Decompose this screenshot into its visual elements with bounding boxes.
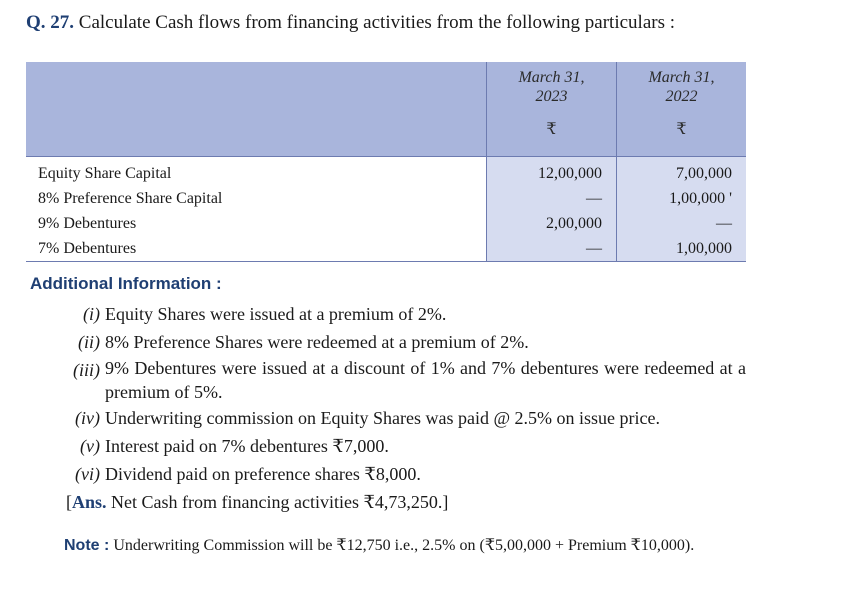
table-row — [26, 157, 746, 187]
financial-particulars-table — [26, 62, 746, 262]
item-number: (ii) — [78, 332, 100, 352]
row-value-2023: 12,00,000 — [487, 157, 617, 187]
list-item — [66, 300, 746, 328]
item-number: (vi) — [75, 464, 100, 484]
question-text — [26, 10, 746, 35]
additional-info-heading: Additional Information : — [30, 274, 222, 293]
header-2023-unit: ₹ — [546, 121, 557, 138]
item-number: (iv) — [75, 408, 100, 428]
answer-label: Ans. — [72, 492, 107, 512]
additional-info-list — [66, 300, 746, 516]
row-value-2022: 7,00,000 — [617, 157, 747, 187]
item-number: (i) — [83, 304, 100, 324]
header-2022-unit: ₹ — [676, 121, 687, 138]
row-value-2022: 1,00,000 ' — [617, 186, 747, 211]
header-2023-year: 2023 — [535, 88, 568, 105]
item-text: Underwriting commission on Equity Shares was paid @ 2.5% on issue price. — [105, 408, 660, 428]
list-item — [66, 328, 746, 356]
item-text: Dividend paid on preference shares ₹8,000. — [105, 464, 421, 484]
list-item — [66, 404, 746, 432]
list-item — [66, 460, 746, 488]
row-value-2023: — — [487, 186, 617, 211]
table-row — [26, 236, 746, 262]
table-row — [26, 186, 746, 211]
header-march-2023 — [487, 62, 617, 157]
item-text: 8% Preference Shares were redeemed at a premium of 2%. — [105, 332, 529, 352]
row-value-2023: — — [487, 236, 617, 262]
row-label: 9% Debentures — [26, 211, 487, 236]
item-text: Equity Shares were issued at a premium of 2%. — [105, 304, 447, 324]
answer-text: Net Cash from financing activities ₹4,73,250. — [111, 492, 443, 512]
header-march-2022 — [617, 62, 747, 157]
table-row — [26, 211, 746, 236]
question-number: Q. 27. — [26, 12, 75, 33]
row-label: 8% Preference Share Capital — [26, 186, 487, 211]
answer-line: [Ans. Net Cash from financing activities ₹4,73,250.] — [66, 492, 449, 512]
note-text: Underwriting Commission will be ₹12,750 i.e., 2.5% on (₹5,00,000 + Premium ₹10,000). — [113, 537, 695, 554]
header-2023-date: March 31, — [518, 69, 585, 86]
item-number: (v) — [80, 436, 100, 456]
header-2022-date: March 31, — [648, 69, 715, 86]
note-label: Note : — [64, 537, 110, 554]
list-item — [66, 356, 746, 404]
row-value-2022: — — [617, 211, 747, 236]
row-label: 7% Debentures — [26, 236, 487, 262]
note-paragraph — [30, 533, 746, 559]
question-body: Calculate Cash flows from financing activities from the following particulars : — [78, 12, 676, 33]
item-text: 9% Debentures were issued at a discount of 1% and 7% debentures were redeemed at a premium of 5%. — [105, 358, 746, 402]
list-item — [66, 432, 746, 460]
row-value-2023: 2,00,000 — [487, 211, 617, 236]
row-value-2022: 1,00,000 — [617, 236, 747, 262]
header-blank-cell — [26, 62, 487, 157]
header-2022-year: 2022 — [665, 88, 698, 105]
item-number: (iii) — [73, 360, 100, 380]
row-label: Equity Share Capital — [26, 157, 487, 187]
item-text: Interest paid on 7% debentures ₹7,000. — [105, 436, 389, 456]
table-header-row — [26, 62, 746, 157]
